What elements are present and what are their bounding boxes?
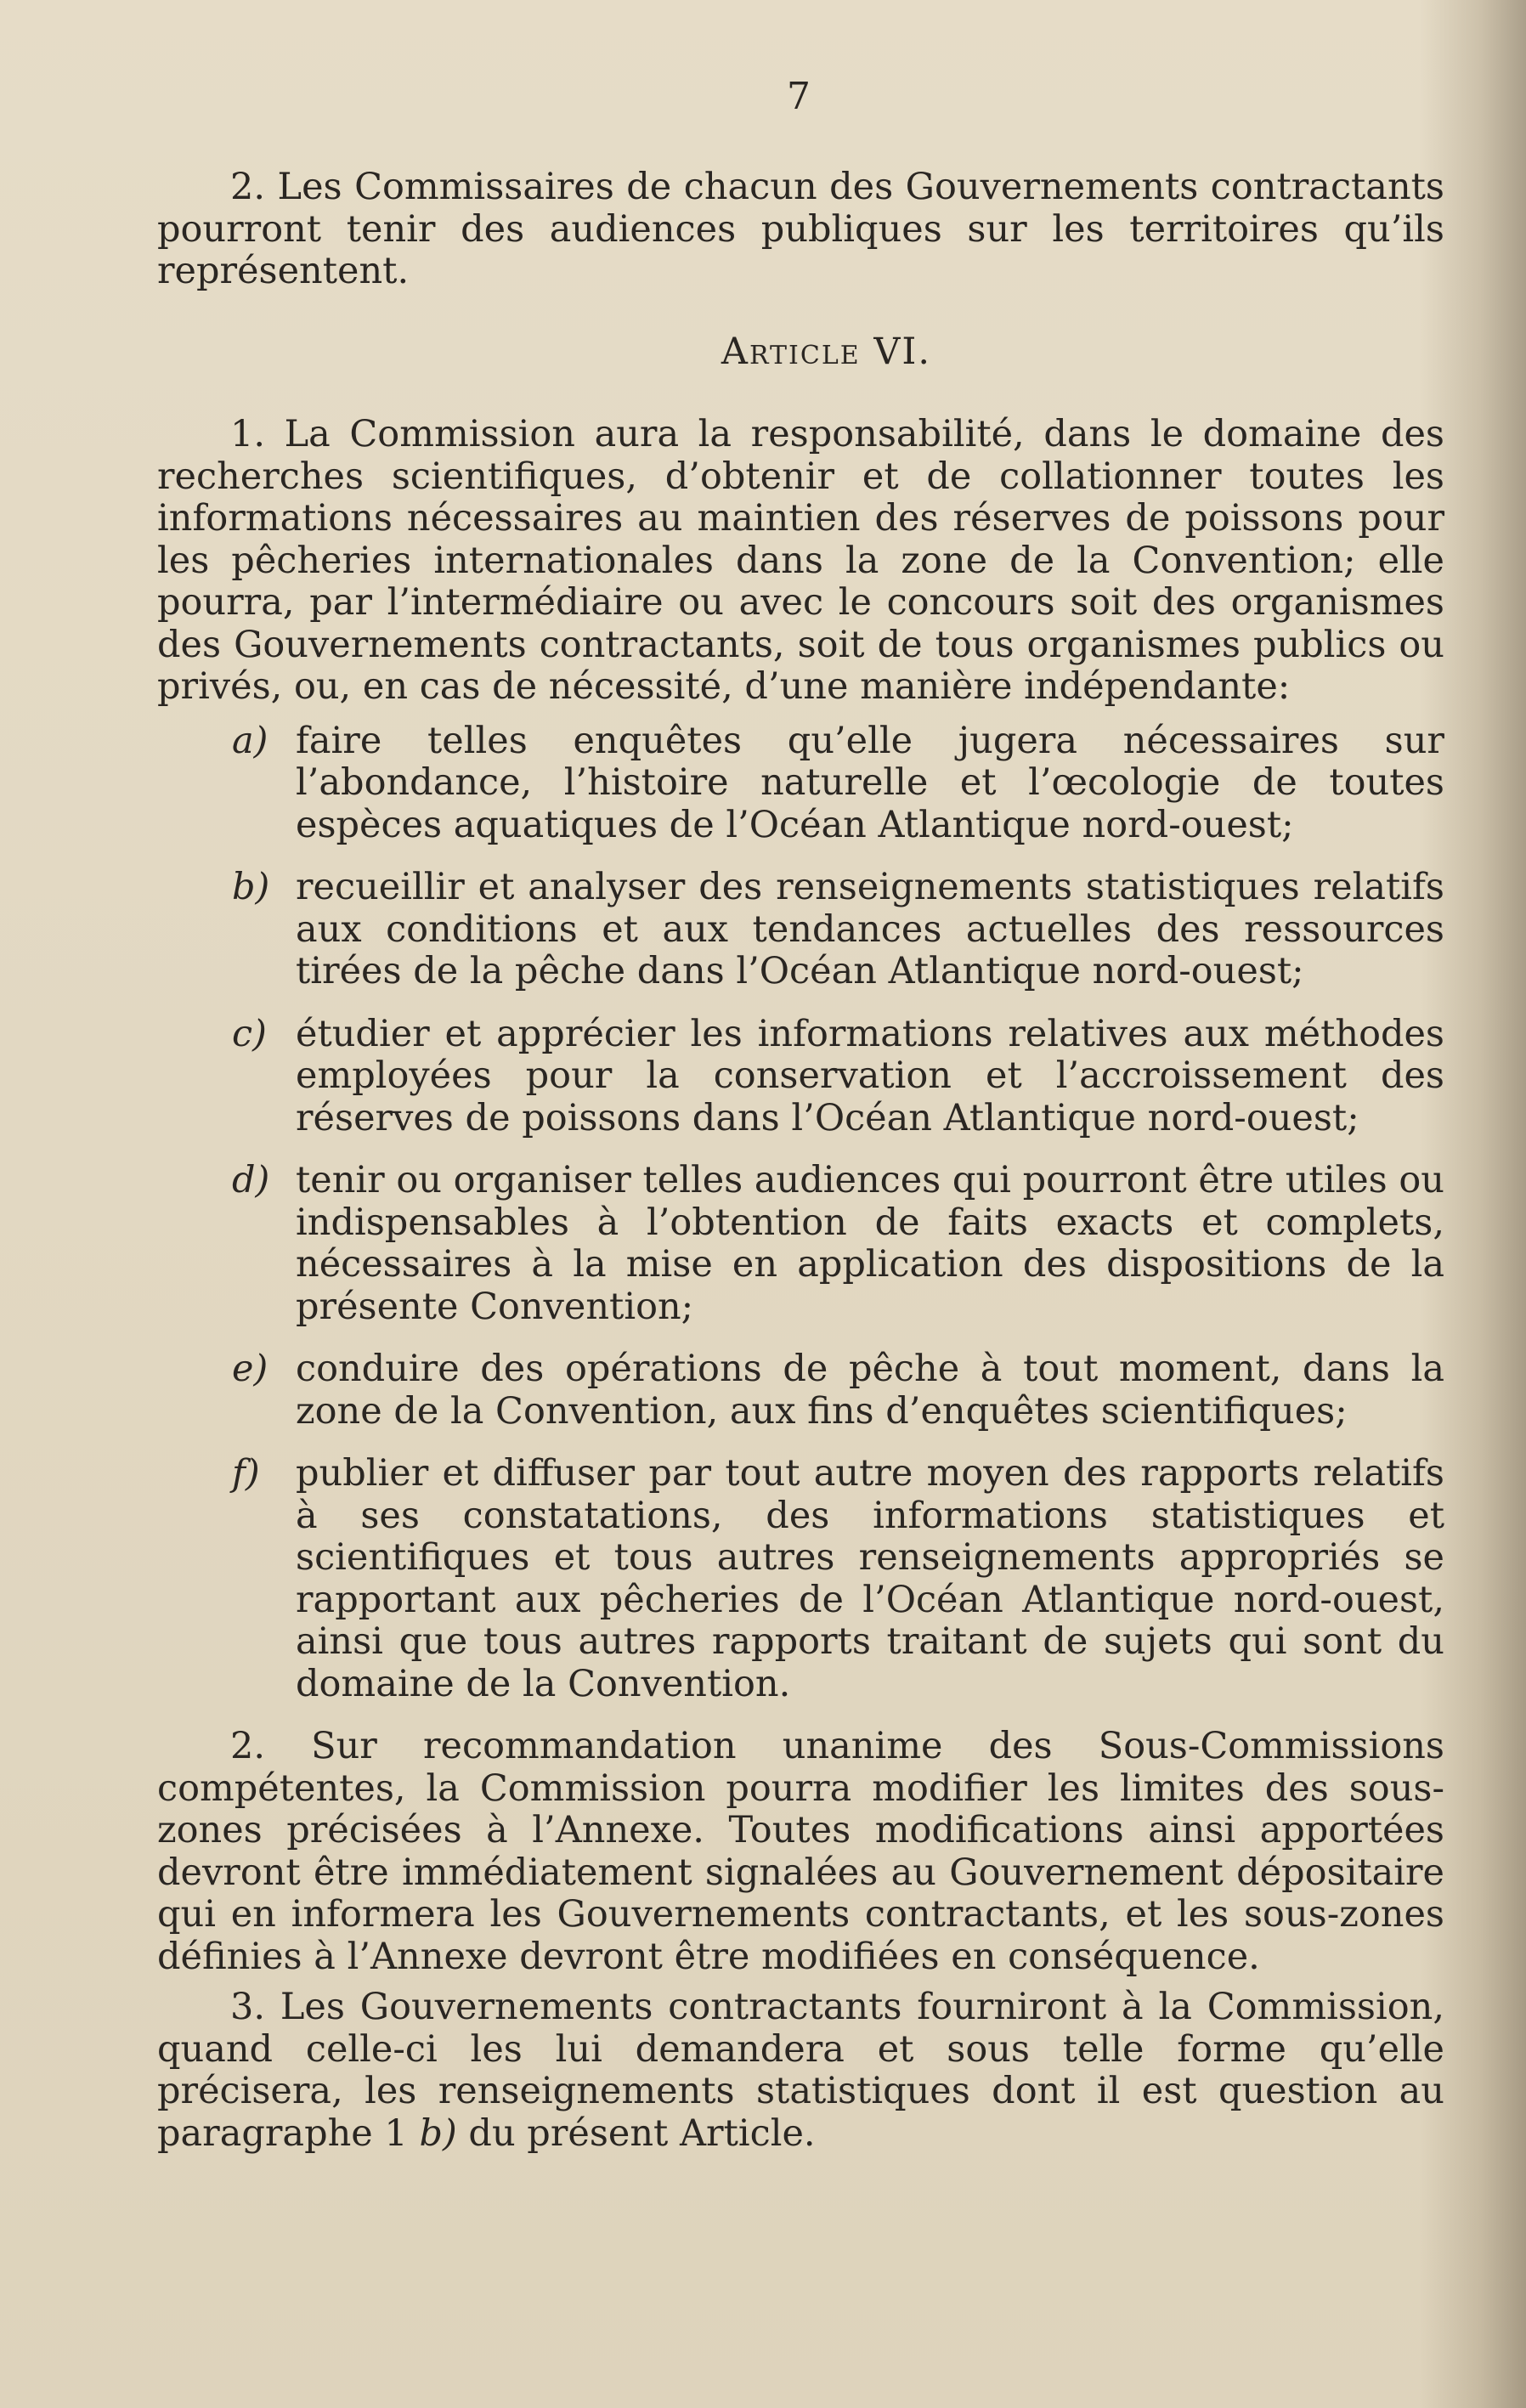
item-label: a): [232, 719, 268, 762]
item-text: faire telles enquêtes qu’elle jugera nécessaires sur l’abondance, l’histoire naturelle et l’œcologie de toutes espèces aquatiques de l’Océan Atlantique nord-ouest;: [296, 719, 1444, 846]
article-paragraph-1: 1. La Commission aura la responsabilité, dans le domaine des recherches scientifiques, d’obtenir et de collationner toutes les informations nécessaires au maintien des réserves de poissons pour les pêcheries internationales dans la zone de la Convention; elle pourra, par l’intermédiaire ou avec le concours soit des organismes des Gouvernements contractants, soit de tous organismes publics ou privés, ou, en cas de nécessité, d’une manière indépendante:: [157, 413, 1444, 708]
item-text: conduire des opérations de pêche à tout moment, dans la zone de la Convention, aux fins d’enquêtes scientifiques;: [296, 1348, 1444, 1433]
page-number: 7: [787, 75, 811, 118]
item-text: tenir ou organiser telles audiences qui pourront être utiles ou indispensables à l’obtention de faits exacts et complets, nécessaires à la mise en application des dispositions de la présente Convention;: [296, 1159, 1444, 1328]
article-item-list: [157, 721, 1444, 1706]
item-label: b): [232, 866, 270, 908]
paragraph-3-text: 3. Les Gouvernements contractants fourniront à la Commission, quand celle-ci les lui demandera et sous telle forme qu’elle précisera, les renseignements statistiques dont il est question au paragraphe 1: [157, 1986, 1444, 2155]
item-text: étudier et apprécier les informations relatives aux méthodes employées pour la conservation et l’accroissement des réserves de poissons dans l’Océan Atlantique nord-ouest;: [296, 1012, 1444, 1139]
list-item: [157, 867, 1444, 993]
paragraph-reference: b): [419, 2111, 457, 2155]
article-heading: Article VI.: [721, 330, 932, 373]
paragraph-3-end: du présent Article.: [468, 2111, 816, 2155]
article-paragraph-3: [157, 1987, 1444, 2155]
item-text: recueillir et analyser des renseignements statistiques relatifs aux conditions et aux tendances actuelles des ressources tirées de la pêche dans l’Océan Atlantique nord-ouest;: [296, 866, 1444, 992]
list-item: [157, 721, 1444, 847]
item-label: f): [232, 1452, 260, 1495]
document-body: [157, 167, 1444, 2155]
list-item: [157, 1014, 1444, 1140]
item-label: e): [232, 1348, 268, 1390]
list-item: [157, 1348, 1444, 1433]
item-label: c): [232, 1012, 267, 1055]
list-item: [157, 1453, 1444, 1705]
item-label: d): [232, 1159, 270, 1201]
list-item: [157, 1160, 1444, 1328]
paragraph-commissioners-hearings: 2. Les Commissaires de chacun des Gouvernements contractants pourront tenir des audiences publiques sur les territoires qu’ils représentent.: [157, 166, 1444, 292]
item-text: publier et diffuser par tout autre moyen des rapports relatifs à ses constatations, des informations statistiques et scientifiques et tous autres renseignements appropriés se rapportant aux pêcheries de l’Océan Atlantique nord-ouest, ainsi que tous autres rapports traitant de sujets qui sont du domaine de la Convention.: [296, 1452, 1444, 1705]
article-paragraph-2: 2. Sur recommandation unanime des Sous-Commissions compétentes, la Commission pourra modifier les limites des sous-zones précisées à l’Annexe. Toutes modifications ainsi apportées devront être immédiatement signalées au Gouvernement dépositaire qui en informera les Gouvernements contractants, et les sous-zones définies à l’Annexe devront être modifiées en conséquence.: [157, 1725, 1444, 1978]
